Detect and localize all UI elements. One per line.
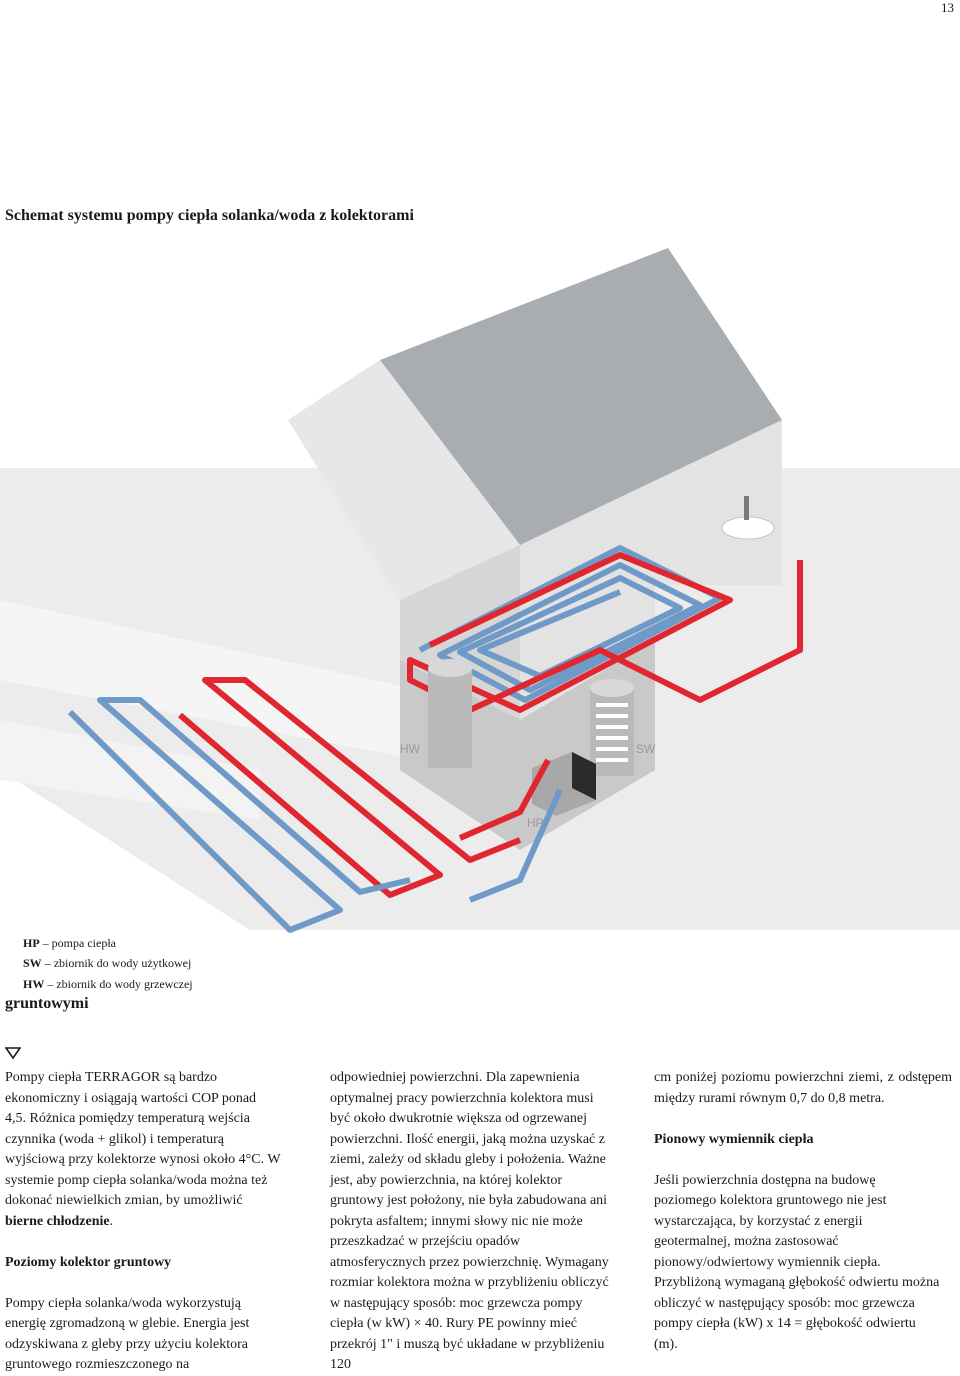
text-line: przekrój 1" i muszą być układane w przybliżeniu (330, 1336, 605, 1352)
triangle-down-icon (5, 1046, 21, 1060)
legend-text: – zbiornik do wody grzewczej (47, 977, 193, 991)
text-line: geotermalnej, można zastosować (654, 1234, 839, 1249)
text-paragraph: cm poniżej poziomu powierzchni ziemi, z odstępem między rurami równym 0,7 do 0,8 metra. (654, 1070, 952, 1106)
legend-code: HP (23, 936, 40, 950)
legend-item-hp (23, 936, 116, 951)
legend-item-hw (23, 977, 193, 992)
section-subheading: Poziomy kolektor gruntowy (5, 1254, 172, 1270)
text-line: 4,5. Różnica pomiędzy temperaturą wejścia (5, 1111, 250, 1126)
text-line: czynnika (woda + glikol) i temperaturą (5, 1131, 224, 1147)
text-line: 120 (330, 1357, 351, 1372)
text-line: gruntowy jest położony, nie była zabudowana ani (330, 1193, 608, 1208)
hp-label: HP (527, 816, 544, 830)
page-heading: Schemat systemu pompy ciepła solanka/woda z kolektorami (5, 207, 414, 224)
page-number: 13 (941, 0, 954, 15)
text-line: energię zgromadzoną w glebie. Energia jest (5, 1316, 250, 1331)
text-line: wystarczająca, by korzystać z energii (654, 1213, 863, 1229)
text-line: pompy ciepła (kW) x 14 = głębokość odwiertu (654, 1316, 916, 1331)
text-line: atmosferycznych przez powierzchnię. Wymagany (330, 1254, 609, 1270)
legend-text: – pompa ciepła (42, 936, 116, 950)
text-line: odpowiedniej powierzchni. Dla zapewnienia (330, 1070, 580, 1085)
text-line: w następujący sposób: moc grzewcza pompy (330, 1295, 583, 1311)
text-line: poziomego kolektora gruntowego nie jest (654, 1193, 887, 1208)
legend-code: HW (23, 977, 45, 991)
text-line: rozmiar kolektora można w przybliżeniu obliczyć (330, 1275, 609, 1290)
heading-continuation: gruntowymi (5, 995, 89, 1012)
sw-tank (590, 679, 634, 776)
legend-item-sw (23, 956, 191, 971)
text-line: Jeśli powierzchnia dostępna na budowę (654, 1172, 876, 1188)
hw-tank (428, 659, 472, 768)
text-line: (m). (654, 1336, 678, 1352)
sw-label: SW (636, 742, 656, 756)
text-line: powierzchni. Ilość energii, jaką można uzyskać z (330, 1131, 605, 1147)
legend (5, 930, 245, 992)
bold-phrase: bierne chłodzenie (5, 1213, 110, 1229)
text-line: gruntowego rozmieszczonego na (5, 1357, 190, 1372)
text-line: pokryta asfaltem; innymi słowy nic nie może (330, 1213, 583, 1229)
text-line: przeszkadzać w przejściu opadów (330, 1234, 521, 1249)
text-line: ciepła (w kW) × 40. Rury PE powinny mieć (330, 1316, 578, 1331)
text-line: ziemi, zależy od składu gleby i położenia. Ważne (330, 1152, 606, 1167)
text-line: Pompy ciepła TERRAGOR są bardzo (5, 1070, 218, 1085)
text-line: Przybliżoną wymaganą głębokość odwiertu można (654, 1275, 940, 1290)
text-line: obliczyć w następujący sposób: moc grzewcza (654, 1295, 915, 1311)
text-column-2 (330, 1068, 630, 1376)
text-line: być około dwukrotnie większa od ogrzewanej (330, 1111, 587, 1126)
section-subheading: Pionowy wymiennik ciepła (654, 1131, 814, 1147)
text-line: Pompy ciepła solanka/woda wykorzystują (5, 1295, 242, 1311)
legend-text: – zbiornik do wody użytkowej (44, 956, 192, 970)
text-line (5, 1212, 305, 1233)
hw-label: HW (400, 742, 420, 756)
text-line: pionowy/odwiertowy wymiennik ciepła. (654, 1254, 881, 1270)
text-line: dokonać niewielkich zmian, by umożliwić (5, 1193, 243, 1208)
legend-code: SW (23, 956, 42, 970)
text-line: wyjściową przy kolektorze wynosi około 4°C. W (5, 1152, 281, 1167)
text-line: odzyskiwana z gleby przy użyciu kolektora (5, 1336, 248, 1352)
text-column-3 (654, 1068, 952, 1355)
text-line: jest, aby powierzchnia, na której kolektor (330, 1172, 563, 1188)
text-fragment: . (109, 1213, 114, 1229)
heat-pump-system-diagram (0, 240, 960, 1000)
text-line: optymalnej pracy powierzchnia kolektora musi (330, 1090, 594, 1106)
text-column-1 (5, 1068, 305, 1376)
text-line: ekonomiczny i osiągają wartości COP ponad (5, 1090, 257, 1106)
text-line: systemie pomp ciepła solanka/woda można też (5, 1172, 268, 1188)
